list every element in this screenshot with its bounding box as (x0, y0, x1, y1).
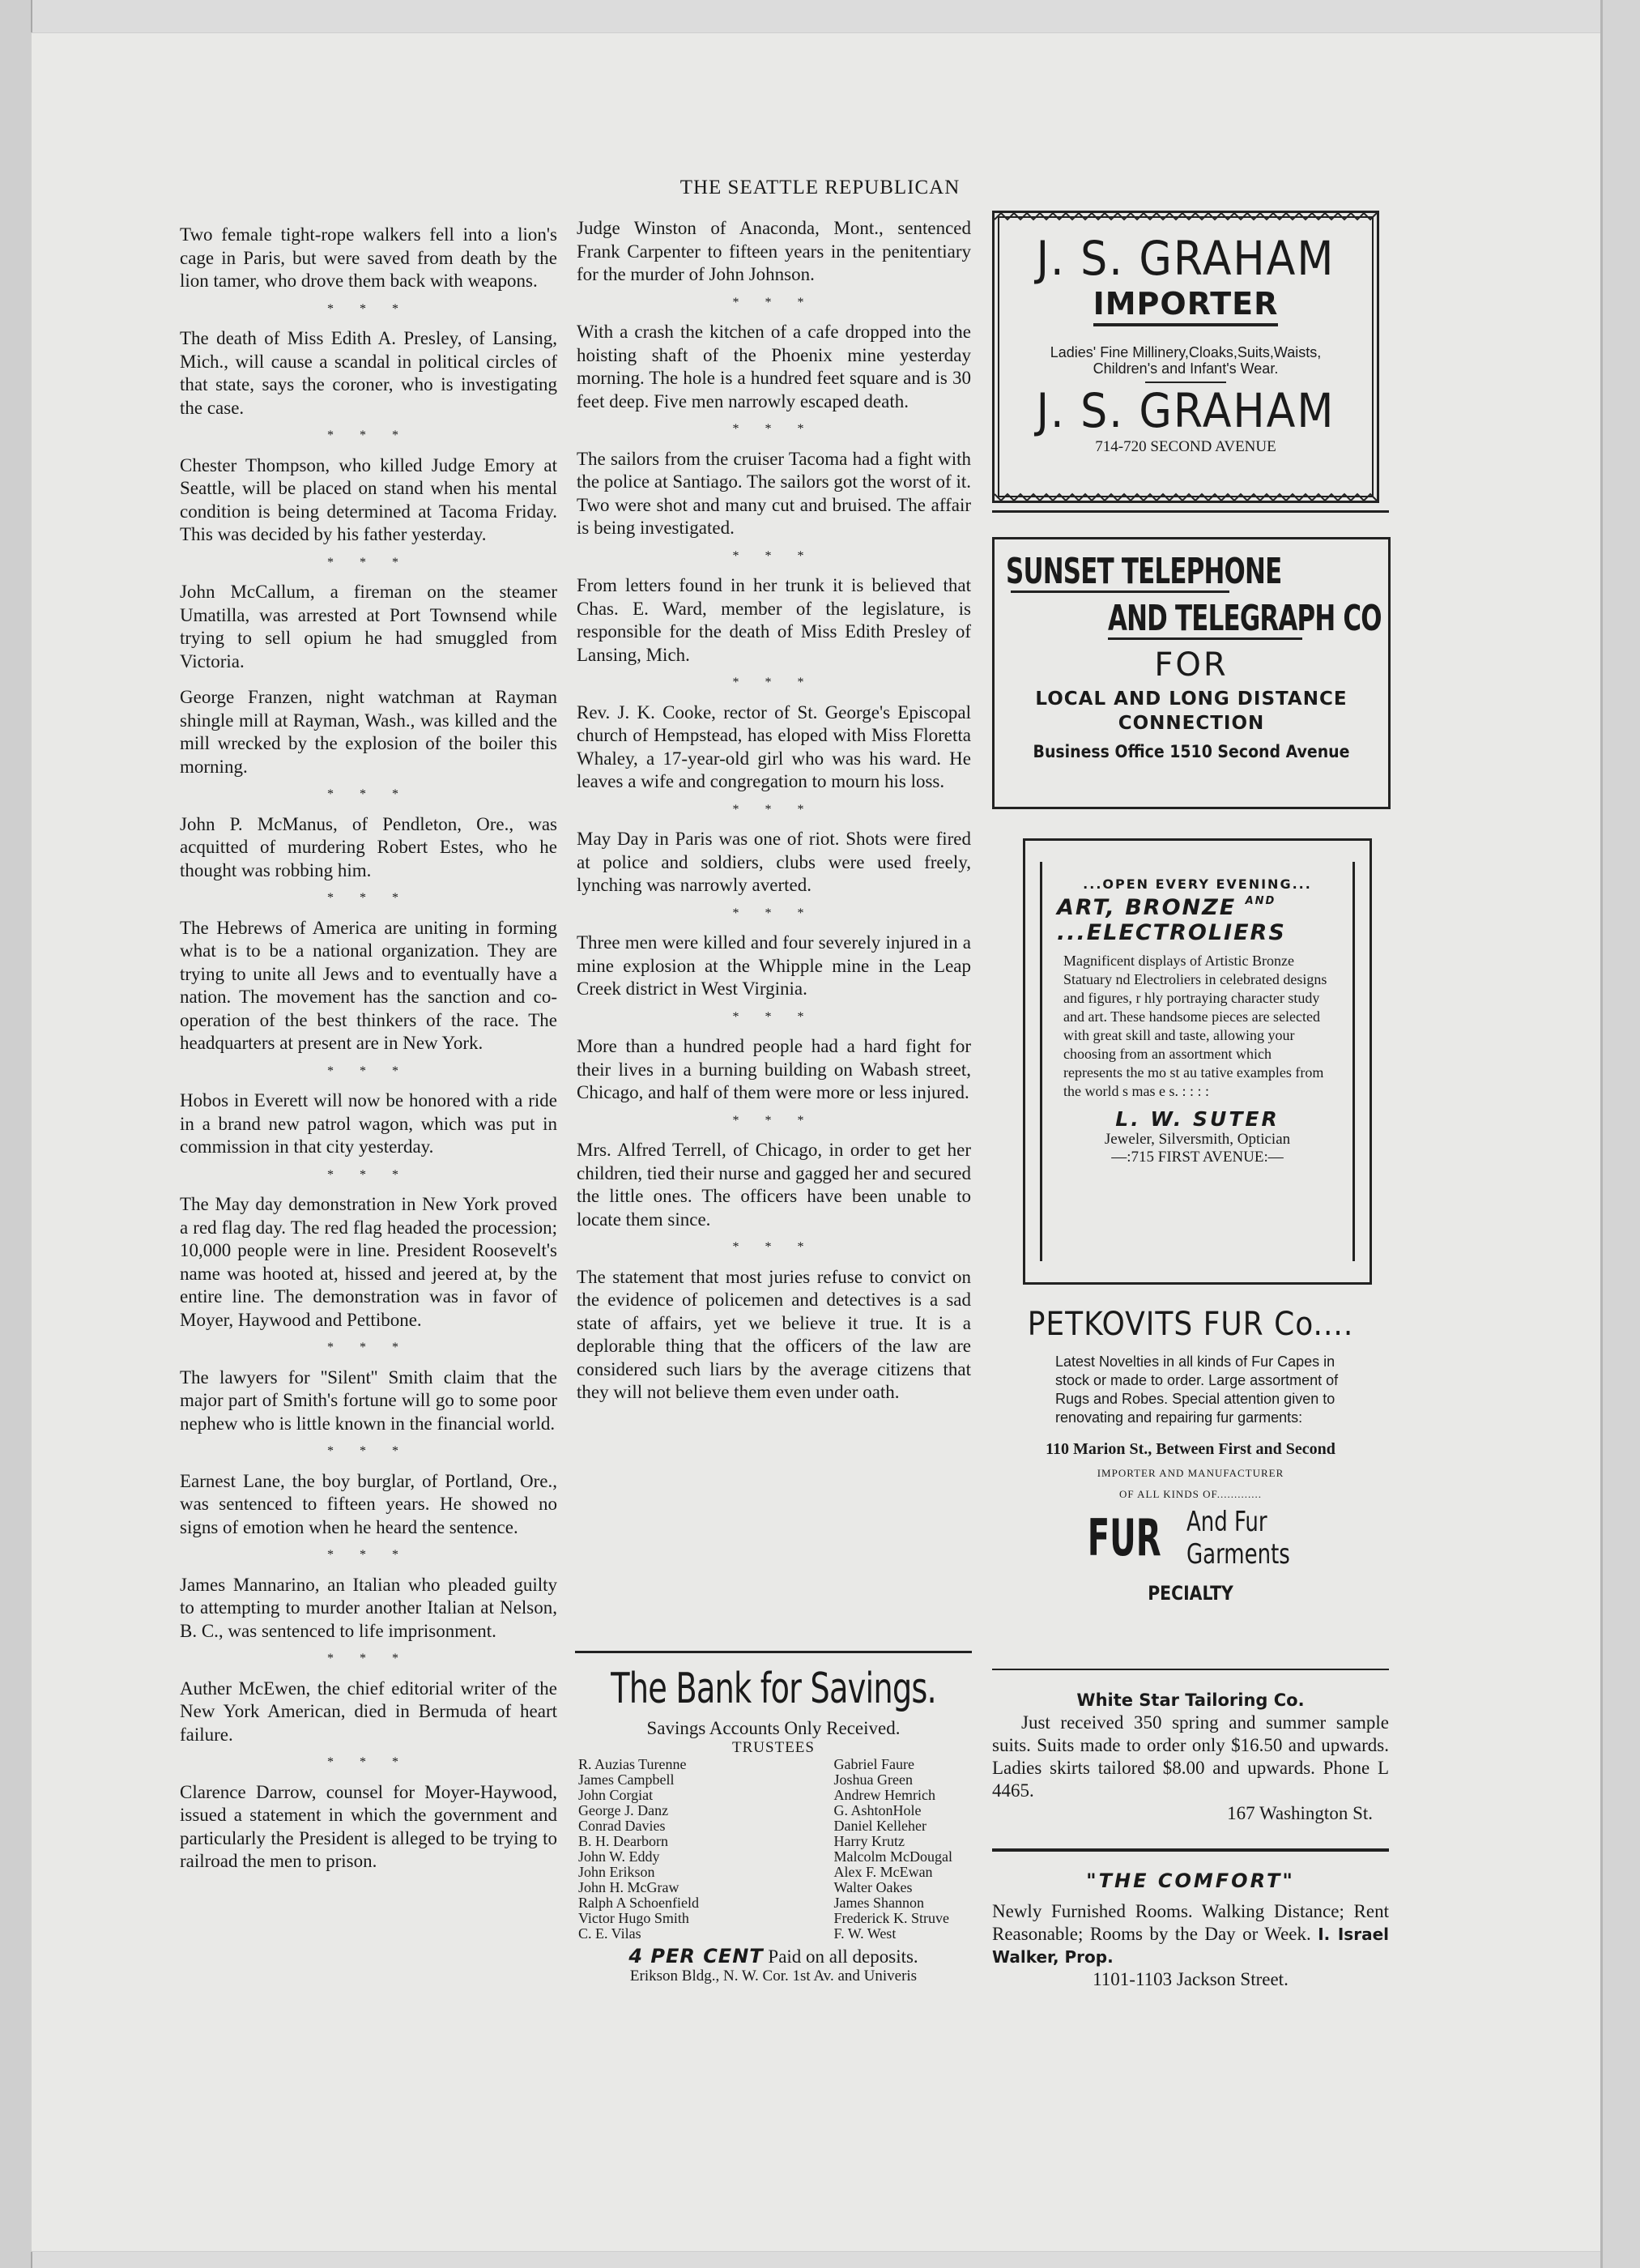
garments-label: Garments (1186, 1538, 1290, 1571)
news-item: James Mannarino, an Italian who pleaded guilty to attempting to murder another Italian at Nelson, B. C., was sentenced to life imprisonment. (180, 1574, 557, 1641)
graham-address: 714-720 SECOND AVENUE (1095, 438, 1276, 455)
suter-and: AND (1245, 895, 1276, 907)
trustee-name: John Erikson (578, 1864, 655, 1880)
sunset-office: Business Office 1510 Second Avenue (1033, 742, 1350, 761)
item-separator: * * * (732, 1240, 816, 1254)
trustee-name: John W. Eddy (578, 1848, 660, 1865)
item-separator: * * * (327, 1064, 410, 1078)
trustee-name: Walter Oakes (833, 1879, 913, 1895)
item-separator: * * * (732, 422, 816, 436)
suter-address: —:715 FIRST AVENUE:— (1111, 1149, 1284, 1166)
item-separator: * * * (732, 676, 816, 689)
item-separator: * * * (327, 891, 410, 905)
trustee-name: R. Auzias Turenne (578, 1756, 687, 1772)
news-item: Judge Winston of Anaconda, Mont., sentenced Frank Carpenter to fifteen years in the penitentiary for the murder of John Johnson. (577, 218, 971, 284)
news-item: Mrs. Alfred Terrell, of Chicago, in order to get her children, tied their nurse and gagged her and secured the little ones. The officers have been unable to locate them since. (577, 1140, 971, 1230)
trustees-left (578, 1757, 699, 1942)
item-separator: * * * (327, 1548, 410, 1562)
white-star-ad (992, 1689, 1389, 1825)
item-separator: * * * (732, 295, 816, 309)
page-edge (1600, 0, 1640, 2268)
trustee-name: John H. McGraw (578, 1879, 679, 1895)
specialty-label: PECIALTY (1148, 1582, 1233, 1605)
news-item: May Day in Paris was one of riot. Shots were fired at police and soldiers, clubs were used freely, lynching was narrowly averted. (577, 829, 971, 895)
bank-ad (575, 1665, 972, 1985)
comfort-body: Newly Furnished Rooms. Walking Distance; Rent Reasonable; Rooms by the Day or Week. (992, 1901, 1389, 1944)
news-column-2 (577, 217, 971, 1405)
bank-title: The Bank for Savings. (611, 1665, 936, 1713)
zigzag-border-icon (995, 492, 1377, 502)
graham-description-1: Ladies' Fine Millinery,Cloaks,Suits,Waists, (1050, 344, 1322, 360)
news-item: Three men were killed and four severely injured in a mine explosion at the Whipple mine in the Leap Creek district in West Virginia. (577, 932, 971, 999)
comfort-ad (992, 1869, 1389, 1991)
sunset-service-2: CONNECTION (1118, 713, 1265, 734)
news-item: John McCallum, a fireman on the steamer Umatilla, was arrested at Port Townsend while trying to sell opium he had smuggled from Victoria. (180, 582, 557, 671)
graham-ad (992, 211, 1379, 503)
petkovits-fur-block (992, 1506, 1389, 1571)
white-star-body: Just received 350 spring and summer sample suits. Suits made to order only $16.50 and upwards. Ladies skirts tailored $8.00 and upwards. Phone L 4465. (992, 1712, 1389, 1801)
news-item: Clarence Darrow, counsel for Moyer-Haywood, issued a statement in which the government and particularly the President is alleged to be trying to railroad the men to prison. (180, 1781, 557, 1871)
binding-spine (0, 0, 32, 2268)
news-item: The lawyers for ''Silent'' Smith claim that the major part of Smith's fortune will go to some poor nephew who is little known in the financial world. (180, 1366, 557, 1434)
item-separator: * * * (327, 555, 410, 569)
item-separator: * * * (327, 1444, 410, 1458)
trustee-name: B. H. Dearborn (578, 1833, 668, 1849)
item-separator: * * * (732, 906, 816, 920)
item-separator: * * * (327, 1341, 410, 1354)
petkovits-importer-line-1: IMPORTER AND MANUFACTURER (1097, 1467, 1284, 1479)
fur-garments (1186, 1506, 1290, 1571)
trustee-name: James Campbell (578, 1771, 675, 1788)
news-item: The sailors from the cruiser Tacoma had a fight with the police at Santiago. The sailors got the worst of it. Two were shot and many cut and bruised. The affair is being investigated. (577, 448, 971, 538)
comfort-proprietor: I. Israel Walker, Prop. (992, 1925, 1389, 1967)
trustees-list (575, 1757, 972, 1942)
petkovits-description: Latest Novelties in all kinds of Fur Capes in stock or made to order. Large assortment of Rugs and Robes. Special attention given to renovating and repairing fur garments: (1055, 1354, 1339, 1426)
trustee-name: Alex F. McEwan (833, 1864, 933, 1880)
item-separator: * * * (327, 787, 410, 801)
suter-name: L. W. SUTER (1115, 1107, 1280, 1131)
petkovits-title: PETKOVITS FUR Co.... (1027, 1306, 1354, 1343)
trustee-name: F. W. West (833, 1925, 897, 1942)
trustee-name: Victor Hugo Smith (578, 1910, 689, 1926)
trustee-name: George J. Danz (578, 1802, 669, 1818)
news-item: Hobos in Everett will now be honored with a ride in a brand new patrol wagon, which was put in commission in that city yesterday. (180, 1090, 557, 1157)
bank-subtitle: Savings Accounts Only Received. (646, 1718, 901, 1738)
sunset-for: FOR (1154, 646, 1229, 684)
importer-label: IMPORTER (1093, 286, 1279, 326)
petkovits-ad (992, 1306, 1389, 1605)
graham-name-bottom: J. S. GRAHAM (1036, 383, 1335, 438)
trustee-name: C. E. Vilas (578, 1925, 641, 1942)
sunset-telephone-ad (992, 537, 1391, 809)
suter-headline (1057, 895, 1352, 920)
news-item: From letters found in her trunk it is believed that Chas. E. Ward, member of the legislature, is responsible for the death of Miss Edith Presley of Lansing, Mich. (577, 575, 971, 665)
item-separator: * * * (327, 428, 410, 442)
item-separator: * * * (732, 1009, 816, 1024)
trustee-name: James Shannon (833, 1895, 925, 1911)
news-item: Earnest Lane, the boy burglar, of Portland, Ore., was sentenced to fifteen years. He showed no signs of emotion when he heard the sentence. (180, 1470, 557, 1537)
and-fur-label: And Fur (1186, 1506, 1267, 1538)
suter-trade: Jeweler, Silversmith, Optician (1104, 1131, 1291, 1148)
news-item: Rev. J. K. Cooke, rector of St. George's Episcopal church of Hempstead, has eloped with Miss Floretta Whaley, a 17-year-old girl who was his ward. He leaves a wife and congregation to mourn his loss. (577, 701, 971, 791)
suter-inner-frame (1040, 862, 1355, 1261)
comfort-title: "THE COMFORT" (1086, 1869, 1295, 1892)
trustee-name: Frederick K. Struve (833, 1910, 949, 1926)
white-star-address: 167 Washington St. (1227, 1803, 1373, 1823)
item-separator: * * * (327, 1167, 410, 1182)
trustees-label: TRUSTEES (732, 1739, 815, 1756)
trustee-name: G. AshtonHole (833, 1802, 922, 1818)
graham-description-2: Children's and Infant's Wear. (1093, 360, 1279, 377)
bank-address: Erikson Bldg., N. W. Cor. 1st Av. and Univeris (629, 1967, 918, 1985)
ad-divider (992, 1848, 1389, 1852)
news-item: The death of Miss Edith A. Presley, of Lansing, Mich., will cause a scandal in political circles of that state, says the coroner, who is investigating the case. (180, 328, 557, 418)
interest-percent: 4 PER CENT (628, 1945, 764, 1967)
petkovits-importer-line-2: OF ALL KINDS OF............. (1119, 1488, 1262, 1500)
trustee-name: Joshua Green (833, 1771, 913, 1788)
suter-ad (1023, 838, 1372, 1285)
news-item: With a crash the kitchen of a cafe dropped into the hoisting shaft of the Phoenix mine yesterday morning. The hole is a hundred feet square and is 30 feet deep. Five men narrowly escaped death. (577, 322, 971, 411)
news-item: The Hebrews of America are uniting in forming what is to be a national organization. They are trying to unite all Jews and to eventually have a nation. The movement has the sanction and co-operation of the best thinkers of the race. The headquarters at present are in New York. (180, 917, 557, 1053)
trustee-name: Conrad Davies (578, 1818, 666, 1834)
masthead: THE SEATTLE REPUBLICAN (679, 177, 961, 198)
graham-name-top: J. S. GRAHAM (1036, 231, 1335, 286)
news-item: John P. McManus, of Pendleton, Ore., was acquitted of murdering Robert Estes, who he thought was robbing him. (180, 813, 557, 880)
trustee-name: Daniel Kelleher (833, 1818, 926, 1834)
ad-divider (992, 1669, 1389, 1670)
trustee-name: Malcolm McDougal (833, 1848, 952, 1865)
news-item: The statement that most juries refuse to convict on the evidence of policemen and detectives is a sad state of affairs, yet we believe it true. It is a deplorable thing that the officers of the law are considered such liars by the average citizens that they will not believe them even under oath. (577, 1266, 971, 1402)
news-item: More than a hundred people had a hard fight for their lives in a burning building on Wabash street, Chicago, and half of them were more or less injured. (577, 1036, 971, 1102)
trustee-name: Ralph A Schoenfield (578, 1895, 699, 1911)
sunset-service-1: LOCAL AND LONG DISTANCE (1035, 688, 1348, 710)
item-separator: * * * (732, 548, 816, 563)
trustee-name: Andrew Hemrich (833, 1787, 935, 1803)
suter-description: Magnificent displays of Artistic Bronze Statuary nd Electroliers in celebrated designs and figures, r hly portraying character study and art. These handsome pieces are selected with great skill and taste, allowing your choosing from an assortment which represents the mo st au tative examples from the world s mas e s. : : : : (1063, 953, 1327, 1099)
comfort-address: 1101-1103 Jackson Street. (1093, 1969, 1289, 1989)
interest-note: Paid on all deposits. (768, 1946, 918, 1967)
trustee-name: Harry Krutz (833, 1833, 905, 1849)
interest-rate (575, 1945, 972, 1967)
item-separator: * * * (327, 1652, 410, 1665)
trustee-name: Gabriel Faure (833, 1756, 914, 1772)
white-star-title: White Star Tailoring Co. (1076, 1690, 1305, 1710)
news-item: George Franzen, night watchman at Rayman shingle mill at Rayman, Wash., was killed and the mill wrecked by the explosion of the boiler this morning. (180, 687, 557, 777)
news-item: Two female tight-rope walkers fell into a lion's cage in Paris, but were saved from death by the lion tamer, who drove them back with weapons. (180, 224, 557, 291)
item-separator: * * * (732, 1113, 816, 1128)
news-item: Auther McEwen, the chief editorial writer of the New York American, died in Bermuda of heart failure. (180, 1678, 557, 1745)
news-item: Chester Thompson, who killed Judge Emory at Seattle, will be placed on stand when his mental condition is being determined at Tacoma Friday. This was decided by his father yesterday. (180, 454, 557, 544)
sunset-line-1: SUNSET TELEPHONE (1006, 551, 1282, 592)
item-separator: * * * (732, 802, 816, 816)
petkovits-address: 110 Marion St., Between First and Second (1046, 1440, 1335, 1458)
news-column-1 (180, 224, 557, 1874)
trustee-name: John Corgiat (578, 1787, 654, 1803)
item-separator: * * * (327, 301, 410, 316)
trustees-right (834, 1757, 952, 1942)
item-separator: * * * (327, 1755, 410, 1769)
ad-divider (992, 510, 1389, 513)
comfort-body-block (992, 1900, 1389, 1968)
fur-word: FUR (1087, 1508, 1161, 1567)
news-item: The May day demonstration in New York proved a red flag day. The red flag headed the procession; 10,000 people were in line. President Roosevelt's name was hooted at, hissed and jeered at, by the entire line. The demonstration was in favor of Moyer, Haywood and Pettibone. (180, 1194, 557, 1330)
suter-art-bronze: ART, BRONZE (1057, 895, 1237, 920)
suter-electroliers: ...ELECTROLIERS (1057, 920, 1286, 945)
bank-ad-rule (575, 1651, 972, 1653)
suter-open-hours: ...OPEN EVERY EVENING... (1083, 876, 1312, 892)
sunset-line-2: AND TELEGRAPH CO (1108, 598, 1382, 639)
zigzag-border-icon (995, 211, 1377, 221)
